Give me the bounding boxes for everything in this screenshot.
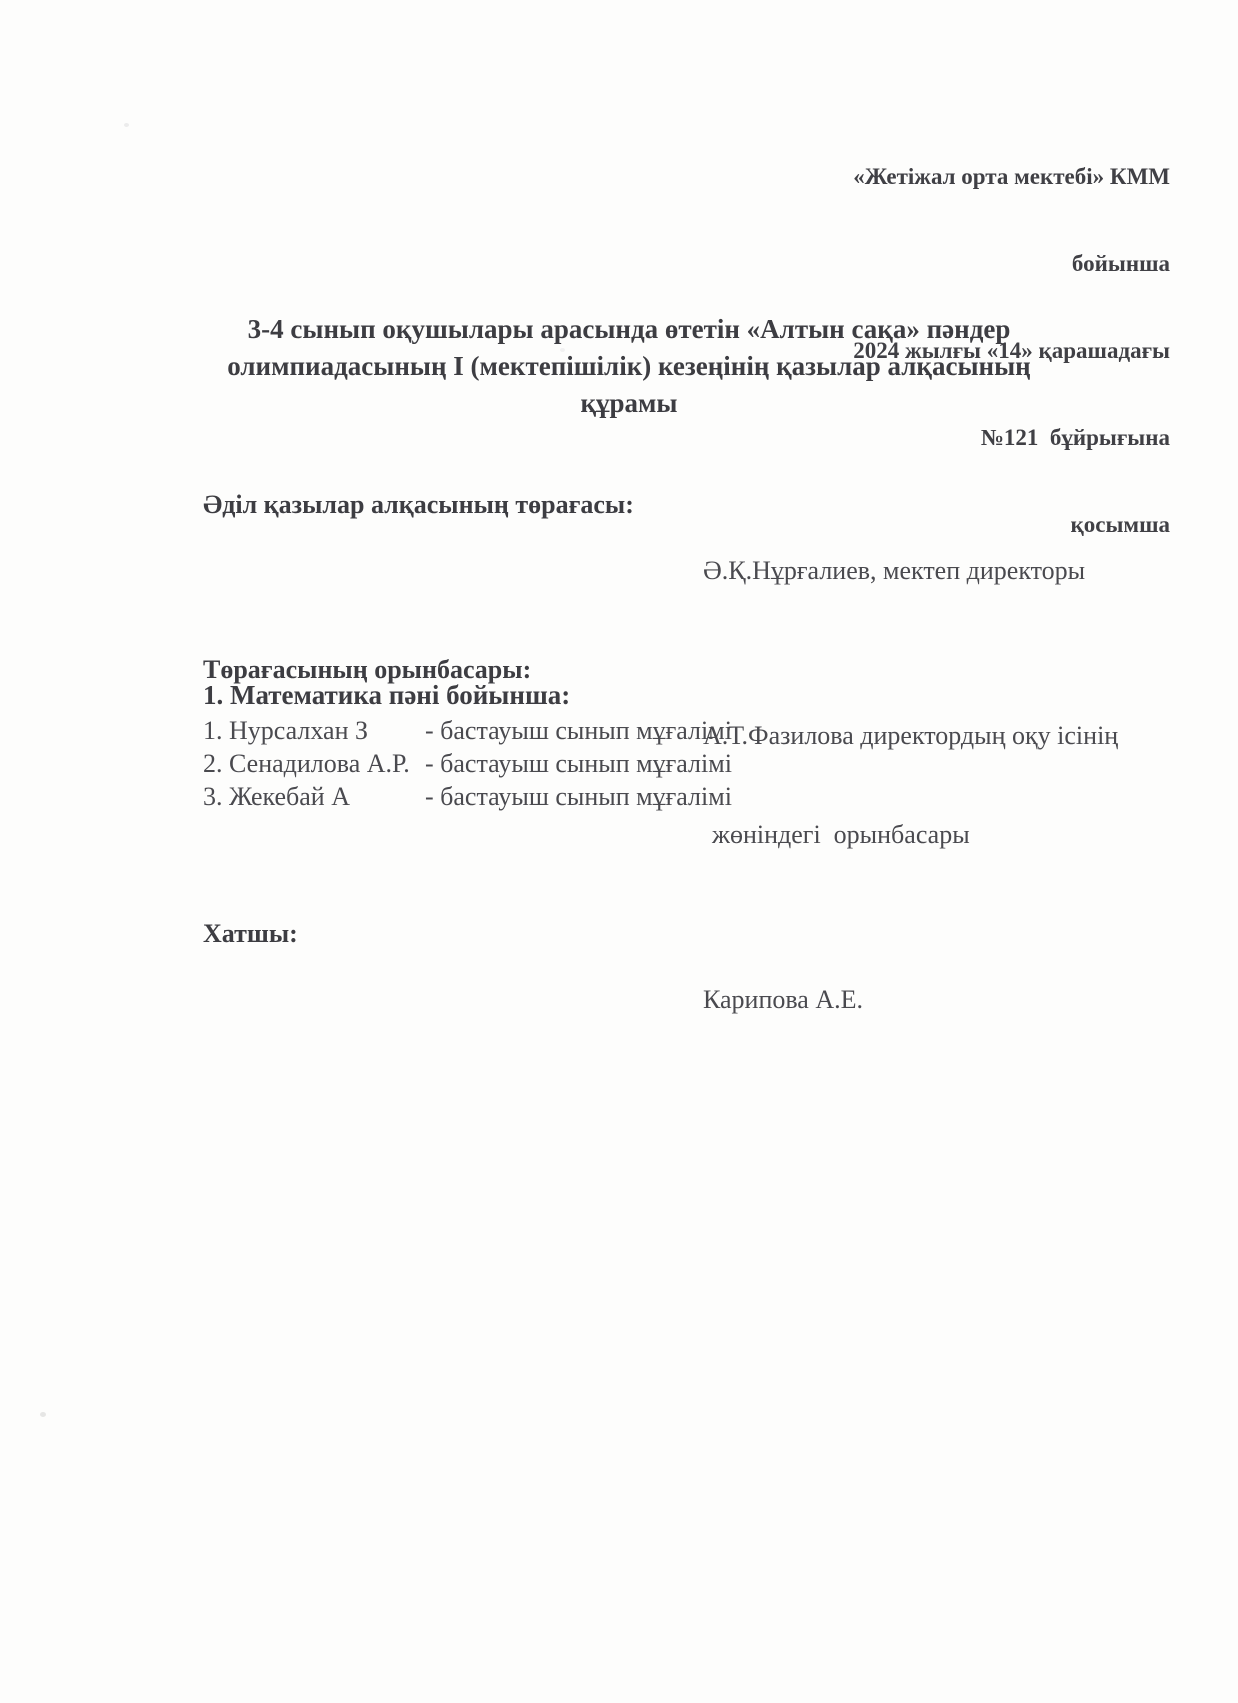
order-reference-line: қосымша — [1070, 512, 1170, 537]
math-subject-section — [203, 679, 1143, 813]
official-value-line: А.Т.Фазилова директордың оқу ісінің — [703, 721, 1119, 750]
official-label-deputy: Төрағасының орынбасары: — [203, 655, 532, 684]
order-reference-line: бойынша — [1071, 251, 1170, 276]
official-label-secretary: Хатшы: — [203, 919, 298, 948]
subject-heading: 1. Математика пәні бойынша: — [203, 680, 571, 710]
order-reference-line: 2024 жылғы «14» қарашадағы — [853, 338, 1170, 363]
official-value-chairman — [703, 488, 1143, 653]
document-title-line: құрамы — [580, 388, 678, 418]
official-value-secretary — [703, 917, 1143, 1082]
jury-member-name: 2. Сенадилова А.Р. — [203, 749, 410, 778]
order-reference-line: №121 бұйрығына — [980, 425, 1170, 450]
jury-member-name: 3. Жекебай А — [203, 782, 350, 811]
document-title-line: олимпиадасының I (мектепішілік) кезеңінің қазылар алқасының — [227, 351, 1031, 381]
scan-speck — [40, 1412, 46, 1417]
official-label-chairman: Әділ қазылар алқасының төрағасы: — [203, 490, 634, 519]
jury-member-name: 1. Нурсалхан З — [203, 716, 369, 745]
document-title — [169, 311, 1089, 422]
jury-member-role: - бастауыш сынып мұғалімі — [425, 749, 732, 778]
jury-member-role: - бастауыш сынып мұғалімі — [425, 716, 732, 745]
official-value-line: Карипова А.Е. — [703, 985, 863, 1014]
jury-member-row — [203, 780, 1143, 813]
jury-member-role: - бастауыш сынып мұғалімі — [425, 782, 732, 811]
official-value-line: жөніндегі орынбасары — [712, 820, 970, 849]
jury-member-row — [203, 714, 1143, 747]
scan-speck — [124, 123, 129, 127]
document-title-line: 3-4 сынып оқушылары арасында өтетін «Алтын сақа» пәндер — [247, 314, 1011, 344]
official-value-line: Ә.Қ.Нұрғалиев, мектеп директоры — [703, 556, 1086, 585]
order-reference-line: «Жетіжал орта мектебі» КММ — [853, 164, 1170, 189]
jury-member-row — [203, 747, 1143, 780]
